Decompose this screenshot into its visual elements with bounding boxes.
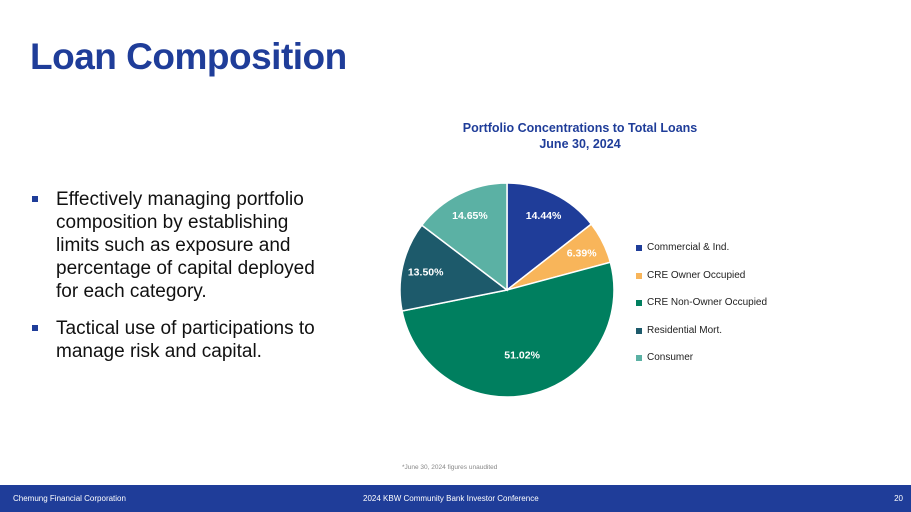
page-title: Loan Composition (30, 36, 347, 77)
legend-label: CRE Non-Owner Occupied (647, 297, 768, 308)
slice-data-label: 51.02% (504, 349, 540, 362)
legend-item (636, 352, 767, 380)
slice-data-label: 14.65% (452, 210, 488, 223)
bullet-text: Tactical use of participations to manage risk and capital. (56, 318, 315, 362)
legend-label: Commercial & Ind. (647, 242, 730, 253)
page-number: 20 (894, 494, 903, 503)
legend-item (636, 270, 767, 298)
footer-company: Chemung Financial Corporation (13, 494, 126, 503)
chart-title: Portfolio Concentrations to Total Loans (462, 121, 698, 135)
legend-item (636, 297, 767, 325)
legend-label: Residential Mort. (647, 324, 723, 336)
legend-label: Consumer (647, 352, 694, 363)
legend-swatch (636, 300, 642, 306)
slice-data-label: 13.50% (407, 266, 444, 279)
footer-bar (0, 485, 911, 512)
legend-swatch (636, 245, 642, 251)
legend-swatch (636, 328, 642, 334)
legend-swatch (636, 273, 642, 279)
legend-item (636, 325, 767, 353)
legend-item (636, 242, 767, 270)
footer-event: 2024 KBW Community Bank Investor Conference (363, 494, 539, 503)
chart-subtitle: June 30, 2024 (539, 137, 621, 151)
bullet-text: Effectively managing portfolio composition by establishing limits such as exposure and percentage of capital deployed for each category. (56, 189, 315, 302)
slice-data-label: 6.39% (566, 247, 597, 260)
chart-legend (636, 242, 767, 380)
legend-label: CRE Owner Occupied (647, 269, 746, 281)
legend-swatch (636, 355, 642, 361)
slice-data-label: 14.44% (525, 209, 562, 222)
footnote: *June 30, 2024 figures unaudited (402, 464, 498, 471)
